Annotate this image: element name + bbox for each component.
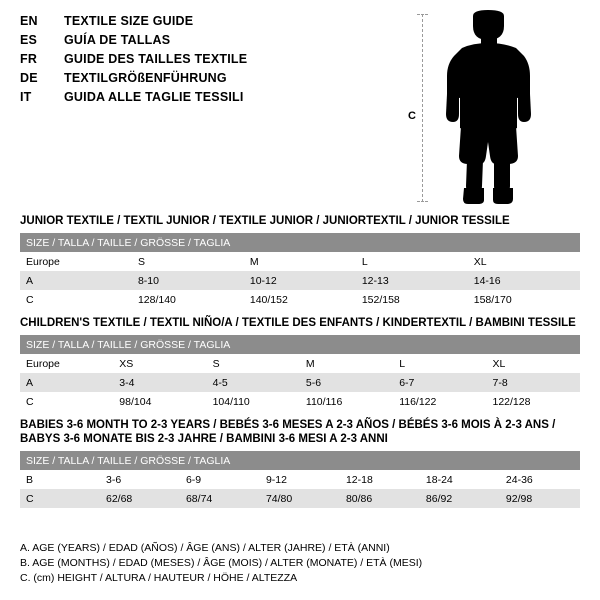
child-silhouette-icon [438,10,548,206]
language-title: GUIDE DES TAILLES TEXTILE [64,52,248,66]
cell: 4-5 [207,373,300,392]
cell: 12-13 [356,271,468,290]
row-label: Europe [20,252,132,271]
cell: 62/68 [100,489,180,508]
cell: 92/98 [500,489,580,508]
row-label: C [20,489,100,508]
table-row [20,290,580,309]
row-label: A [20,373,113,392]
cell: 12-18 [340,470,420,489]
cell: 8-10 [132,271,244,290]
table-row [20,392,580,411]
cell: 9-12 [260,470,340,489]
language-row [20,33,440,52]
cell: 98/104 [113,392,206,411]
table-row [20,252,580,271]
table-row [20,470,580,489]
legend-line-b: B. AGE (MONTHS) / EDAD (MESES) / ÂGE (MOIS) / ALTER (MONATE) / ETÀ (MESI) [20,557,423,569]
language-title: TEXTILE SIZE GUIDE [64,14,194,28]
cell: S [132,252,244,271]
cell: 128/140 [132,290,244,309]
language-row [20,71,440,90]
table-row [20,373,580,392]
cell: 18-24 [420,470,500,489]
language-code: DE [20,71,38,85]
section-junior [20,214,580,309]
row-label: C [20,392,113,411]
cell: 3-6 [100,470,180,489]
section-babies [20,418,580,508]
table-row [20,271,580,290]
table-header-label: SIZE / TALLA / TAILLE / GRÖSSE / TAGLIA [20,233,580,252]
cell: 140/152 [244,290,356,309]
language-title: TEXTILGRÖßENFÜHRUNG [64,71,227,85]
table-header-label: SIZE / TALLA / TAILLE / GRÖSSE / TAGLIA [20,451,580,470]
language-code: ES [20,33,38,47]
language-row [20,52,440,71]
cell: 7-8 [486,373,580,392]
row-label: A [20,271,132,290]
cell: XL [468,252,580,271]
cell: 6-7 [393,373,486,392]
language-code: EN [20,14,38,28]
table-row [20,489,580,508]
measure-tick-top [417,14,428,15]
legend-block [20,541,422,586]
cell: 104/110 [207,392,300,411]
cell: 152/158 [356,290,468,309]
cell: 6-9 [180,470,260,489]
row-label: Europe [20,354,113,373]
cell: 10-12 [244,271,356,290]
cell: 86/92 [420,489,500,508]
row-label: B [20,470,100,489]
table-header-label: SIZE / TALLA / TAILLE / GRÖSSE / TAGLIA [20,335,580,354]
height-measure-label: C [408,110,416,122]
cell: XL [486,354,580,373]
cell: 116/122 [393,392,486,411]
legend-line-c: C. (cm) HEIGHT / ALTURA / HAUTEUR / HÖHE / ALTEZZA [20,572,298,584]
cell: L [393,354,486,373]
legend-line-a: A. AGE (YEARS) / EDAD (AÑOS) / ÂGE (ANS) / ALTER (JAHRE) / ETÀ (ANNI) [20,542,390,554]
language-row [20,90,440,109]
language-code: IT [20,90,32,104]
section-title: CHILDREN'S TEXTILE / TEXTIL NIÑO/A / TEXTILE DES ENFANTS / KINDERTEXTIL / BAMBINI TESSILE [20,317,576,329]
section-children [20,316,580,411]
measure-line [422,14,423,202]
table-row [20,354,580,373]
language-title-list [20,14,440,109]
table-header-row [20,451,580,470]
language-row [20,14,440,33]
section-title: BABIES 3-6 MONTH TO 2-3 YEARS / BEBÉS 3-6 MESES A 2-3 AÑOS / BÉBÉS 3-6 MOIS À 2-3 ANS / BABYS 3-6 MONATE BIS 2-3 JAHRE / BAMBINI 3-6 MESI A 2-3 ANNI [20,419,556,445]
language-code: FR [20,52,38,66]
cell: 68/74 [180,489,260,508]
cell: M [300,354,393,373]
junior-size-table [20,233,580,309]
measurement-figure [408,6,578,206]
cell: S [207,354,300,373]
cell: XS [113,354,206,373]
cell: 158/170 [468,290,580,309]
babies-size-table [20,451,580,508]
section-title: JUNIOR TEXTILE / TEXTIL JUNIOR / TEXTILE JUNIOR / JUNIORTEXTIL / JUNIOR TESSILE [20,215,510,227]
row-label: C [20,290,132,309]
cell: 14-16 [468,271,580,290]
cell: 5-6 [300,373,393,392]
cell: 74/80 [260,489,340,508]
cell: 24-36 [500,470,580,489]
cell: 80/86 [340,489,420,508]
table-header-row [20,335,580,354]
cell: L [356,252,468,271]
cell: 110/116 [300,392,393,411]
cell: 122/128 [486,392,580,411]
children-size-table [20,335,580,411]
cell: M [244,252,356,271]
measure-tick-bottom [417,201,428,202]
table-header-row [20,233,580,252]
language-title: GUIDA ALLE TAGLIE TESSILI [64,90,244,104]
cell: 3-4 [113,373,206,392]
language-title: GUÍA DE TALLAS [64,33,171,47]
